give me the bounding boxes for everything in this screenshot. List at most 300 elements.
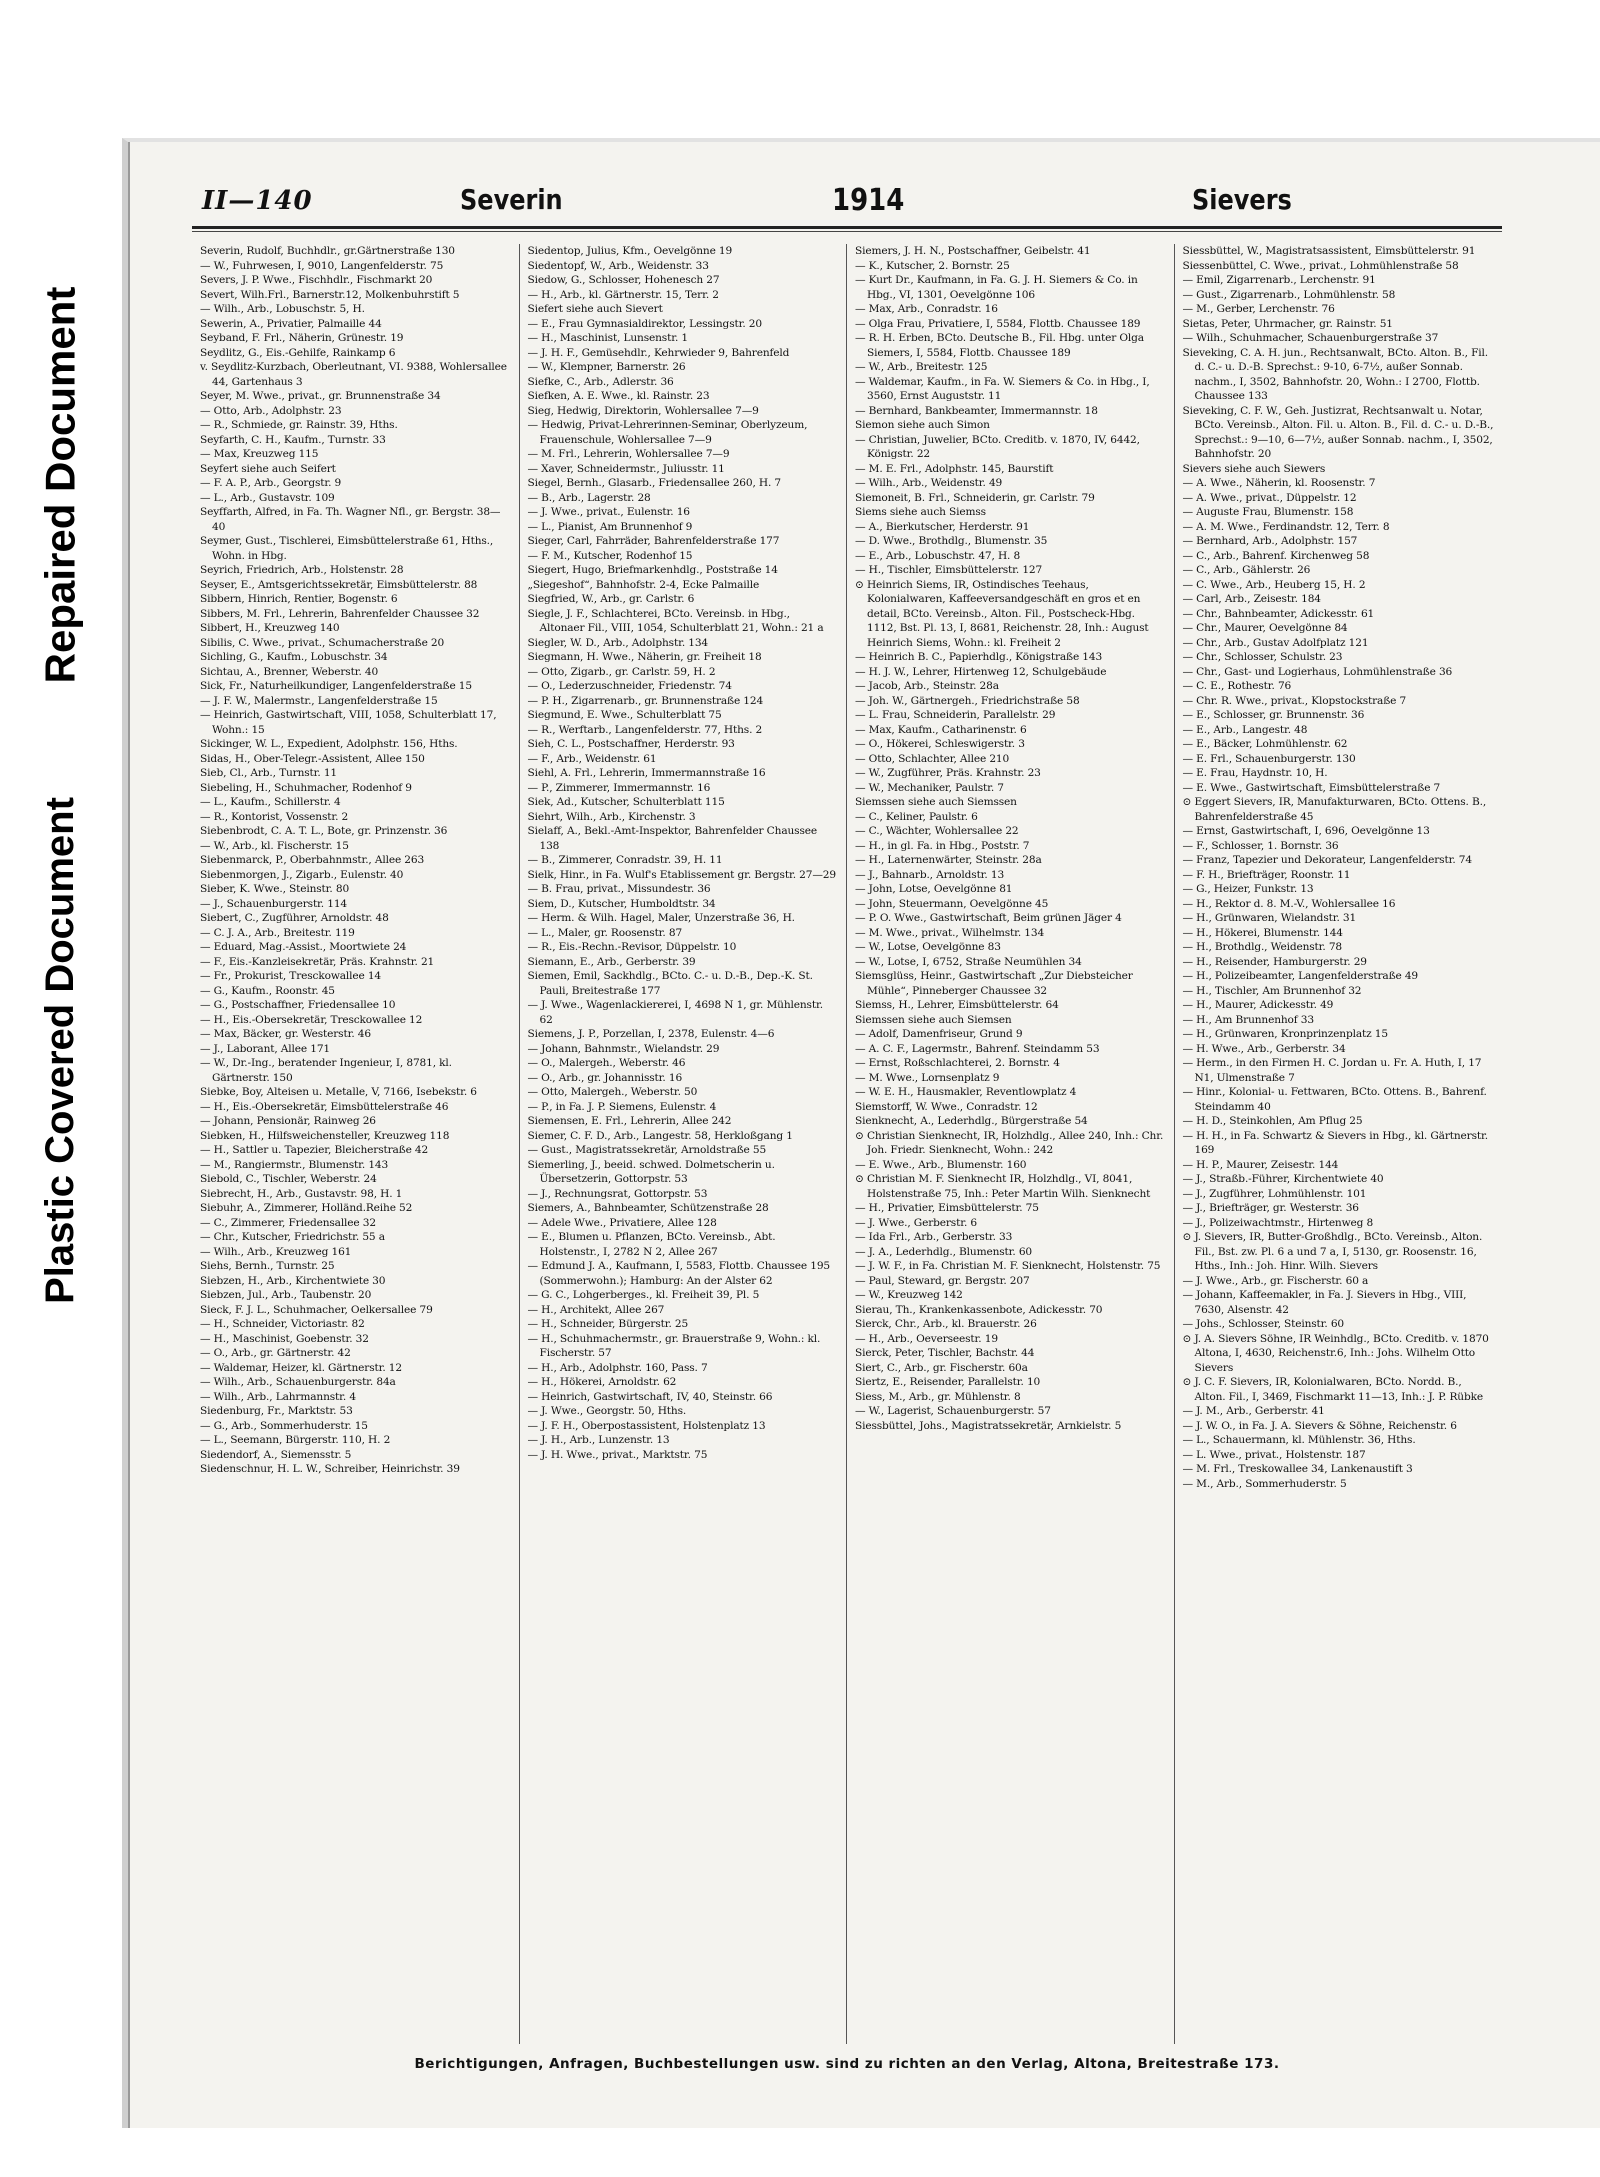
directory-entry: Siedentop, Julius, Kfm., Oevelgönne 19 (527, 245, 733, 257)
directory-entry: — Wilh., Arb., Kreuzweg 161 (200, 1245, 352, 1258)
directory-entry: Siert, C., Arb., gr. Fischerstr. 60a (855, 1361, 1028, 1374)
directory-entry: — H., Laternenwärter, Steinstr. 28a (855, 854, 1042, 866)
directory-entry: — H., Architekt, Allee 267 (527, 1303, 665, 1316)
directory-entry: — H., in gl. Fa. in Hbg., Poststr. 7 (855, 839, 1030, 852)
directory-entry: — E. Frl., Schauenburgerstr. 130 (1182, 752, 1356, 765)
directory-entry: — H., Schneider, Bürgerstr. 25 (527, 1318, 689, 1330)
directory-entry: Severin, Rudolf, Buchhdlr., gr.Gärtnerstraße 130 (200, 245, 455, 257)
directory-entry: — F. A. P., Arb., Georgstr. 9 (200, 477, 342, 489)
directory-entry: — Heinrich B. C., Papierhdlg., Königstraße 143 (855, 651, 1103, 663)
directory-entry: Sieveking, C. F. W., Geh. Justizrat, Rechtsanwalt u. Notar, BCto. Vereinsb., Alton. Fil. u. Alton. B., Fil. d. C.- u. D.-B., Sprechst.: 9—10, 6—7½, außer Sonnab. nachm., I, 3502, Bahnhofstr. 20 (1182, 404, 1494, 460)
directory-entry: Sibbers, M. Frl., Lehrerin, Bahrenfelder Chaussee 32 (200, 607, 480, 620)
directory-entry: — O., Arb., gr. Gärtnerstr. 42 (200, 1347, 351, 1359)
directory-entry: Severt, Wilh.Frl., Barnerstr.12, Molkenbuhrstift 5 (200, 288, 460, 301)
directory-entry: Sierck, Peter, Tischler, Bachstr. 44 (855, 1347, 1035, 1359)
directory-entry: — Kurt Dr., Kaufmann, in Fa. G. J. H. Siemers & Co. in Hbg., VI, 1301, Oevelgönne 106 (855, 274, 1138, 301)
directory-entry: — J., Bahnarb., Arnoldstr. 13 (855, 868, 1005, 881)
directory-entry: — H. H., in Fa. Schwartz & Sievers in Hbg., kl. Gärtnerstr. 169 (1182, 1129, 1488, 1156)
directory-entry: — W., Dr.-Ing., beratender Ingenieur, I, 8781, kl. Gärtnerstr. 150 (200, 1057, 452, 1084)
directory-entry: — C. Wwe., Arb., Heuberg 15, H. 2 (1182, 578, 1366, 591)
directory-entry: — J. H. F., Gemüsehdlr., Kehrwieder 9, Bahrenfeld (527, 346, 790, 359)
directory-entry: — J. W. F., in Fa. Christian M. F. Sienknecht, Holstenstr. 75 (855, 1260, 1161, 1272)
directory-entry: — O., Arb., gr. Johannisstr. 16 (527, 1071, 683, 1084)
directory-entry: — Chr. R. Wwe., privat., Klopstockstraße 7 (1182, 694, 1407, 707)
directory-entry: Siehs, Bernh., Turnstr. 25 (200, 1260, 335, 1272)
directory-entry: — J. M., Arb., Gerberstr. 41 (1182, 1405, 1325, 1417)
directory-entry: — E. Frau, Haydnstr. 10, H. (1182, 767, 1328, 779)
directory-entry: — Johann, Kaffeemakler, in Fa. J. Sievers in Hbg., VIII, 7630, Alsenstr. 42 (1182, 1289, 1467, 1316)
directory-entry: — A. M. Wwe., Ferdinandstr. 12, Terr. 8 (1182, 520, 1390, 533)
directory-entry: — M., Rangiermstr., Blumenstr. 143 (200, 1158, 389, 1171)
directory-entry: Siertz, E., Reisender, Parallelstr. 10 (855, 1376, 1041, 1388)
directory-entry: Seydlitz, G., Eis.-Gehilfe, Rainkamp 6 (200, 346, 396, 359)
directory-entry: — H., Eis.-Obersekretär, Tresckowallee 12 (200, 1013, 423, 1026)
directory-entry: Siebke, Boy, Alteisen u. Metalle, V, 7166, Isebekstr. 6 (200, 1086, 477, 1098)
directory-entry: — Gust., Zigarrenarb., Lohmühlenstr. 58 (1182, 288, 1396, 301)
directory-entry: Seyffarth, Alfred, in Fa. Th. Wagner Nfl., gr. Bergstr. 38—40 (200, 506, 501, 533)
directory-entry: — C. E., Rothestr. 76 (1182, 680, 1292, 692)
directory-entry: — W., Lotse, I, 6752, Straße Neumühlen 34 (855, 955, 1082, 968)
directory-entry: Siebenbrodt, C. A. T. L., Bote, gr. Prinzenstr. 36 (200, 825, 448, 837)
directory-entry: — E., Blumen u. Pflanzen, BCto. Vereinsb., Abt. Holstenstr., I, 2782 N 2, Allee 267 (527, 1231, 776, 1258)
directory-entry: — F. H., Briefträger, Roonstr. 11 (1182, 868, 1351, 881)
directory-entry: — Johs., Schlosser, Steinstr. 60 (1182, 1318, 1345, 1330)
directory-entry: — Johann, Bahnmstr., Wielandstr. 29 (527, 1042, 720, 1055)
directory-entry: — W., Lagerist, Schauenburgerstr. 57 (855, 1405, 1051, 1417)
directory-entry: — Wilh., Schuhmacher, Schauenburgerstraße 37 (1182, 332, 1439, 344)
directory-entry: Siegel, Bernh., Glasarb., Friedensallee 260, H. 7 (527, 477, 782, 489)
directory-entry: Siebuhr, A., Zimmerer, Holländ.Reihe 52 (200, 1202, 413, 1214)
directory-entry: — H., Maschinist, Lunsenstr. 1 (527, 332, 688, 344)
directory-entry: — J. H., Arb., Lunzenstr. 13 (527, 1434, 670, 1446)
scanned-page (122, 138, 1600, 2128)
directory-entry: — Hinr., Kolonial- u. Fettwaren, BCto. Ottens. B., Bahrenf. Steindamm 40 (1182, 1086, 1487, 1113)
directory-entry: — F., Schlosser, 1. Bornstr. 36 (1182, 839, 1339, 852)
directory-entry: — L. Wwe., privat., Holstenstr. 187 (1182, 1448, 1366, 1461)
directory-entry: Sieber, K. Wwe., Steinstr. 80 (200, 883, 350, 895)
directory-entry: — H., Grünwaren, Wielandstr. 31 (1182, 912, 1357, 924)
directory-entry: — F., Arb., Weidenstr. 61 (527, 752, 657, 765)
directory-entry: — Fr., Prokurist, Tresckowallee 14 (200, 970, 382, 982)
directory-entry: Sienknecht, A., Lederhdlg., Bürgerstraße 54 (855, 1115, 1088, 1127)
plastic-covered-document-label (0, 770, 120, 1330)
directory-entry: Siemen, Emil, Sackhdlg., BCto. C.- u. D.-B., Dep.-K. St. Pauli, Breitestraße 177 (527, 970, 813, 997)
directory-entry: — R. H. Erben, BCto. Deutsche B., Fil. Hbg. unter Olga Siemers, I, 5584, Flottb. Chaussee 189 (855, 332, 1144, 359)
directory-entry: — Carl, Arb., Zeisestr. 184 (1182, 593, 1321, 605)
publisher-footer: Berichtigungen, Anfragen, Buchbestellungen usw. sind zu richten an den Verlag, Altona, Breitestraße 173. (414, 2056, 1280, 2072)
directory-entry: — M. Wwe., Lornsenplatz 9 (855, 1071, 1000, 1084)
directory-entry: Siemers, A., Bahnbeamter, Schützenstraße 28 (527, 1202, 769, 1214)
directory-entry: Siess, M., Arb., gr. Mühlenstr. 8 (855, 1390, 1021, 1403)
directory-entry: — E., Bäcker, Lohmühlenstr. 62 (1182, 738, 1348, 750)
directory-entry: — Max, Arb., Conradstr. 16 (855, 303, 998, 315)
directory-entry: Siehrt, Wilh., Arb., Kirchenstr. 3 (527, 810, 696, 823)
directory-entry: Sichling, G., Kaufm., Lobuschstr. 34 (200, 651, 388, 663)
directory-entry: — W., Mechaniker, Paulstr. 7 (855, 781, 1004, 794)
directory-entry: — G., Heizer, Funkstr. 13 (1182, 883, 1314, 895)
directory-entry: v. Seydlitz-Kurzbach, Oberleutnant, VI. 9388, Wohlersallee 44, Gartenhaus 3 (200, 361, 507, 388)
directory-entry: — Joh. W., Gärtnergeh., Friedrichstraße 58 (855, 694, 1080, 707)
directory-entry: ⊙ Heinrich Siems, IR, Ostindisches Teehaus, Kolonialwaren, Kaffeeversandgeschäft en gros et en detail, BCto. Vereinsb., Alton. Fil., Postscheck-Hbg. 1112, Bst. Pl. 13, I, 8681, Reichenstr. 28, Inh.: August Heinrich Siems, Wohn.: kl. Freiheit 2 (855, 578, 1149, 649)
plastic-covered-document-text: Plastic Covered Document (37, 796, 82, 1304)
directory-entry: — Jacob, Arb., Steinstr. 28a (855, 680, 999, 692)
year: 1914 (832, 183, 905, 219)
directory-entry: Sierck, Chr., Arb., kl. Brauerstr. 26 (855, 1318, 1037, 1330)
directory-entry: — R., Kontorist, Vossenstr. 2 (200, 810, 349, 823)
directory-entry: — J., Schauenburgerstr. 114 (200, 897, 348, 910)
directory-entry: Siek, Ad., Kutscher, Schulterblatt 115 (527, 796, 725, 808)
directory-entry: Siedendorf, A., Siemensstr. 5 (200, 1448, 352, 1461)
directory-entry: — Bernhard, Arb., Adolphstr. 157 (1182, 535, 1358, 547)
directory-entry: Sietas, Peter, Uhrmacher, gr. Rainstr. 51 (1182, 317, 1393, 330)
directory-entry: — H., Arb., Oeverseestr. 19 (855, 1332, 998, 1345)
directory-entry: — Johann, Pensionär, Rainweg 26 (200, 1115, 376, 1127)
directory-entry: — H., Tischler, Am Brunnenhof 32 (1182, 984, 1362, 997)
directory-entry: Sievers siehe auch Siewers (1182, 462, 1326, 475)
directory-entry: Siemens, J. P., Porzellan, I, 2378, Eulenstr. 4—6 (527, 1028, 775, 1040)
directory-entry: — Olga Frau, Privatiere, I, 5584, Flottb. Chaussee 189 (855, 317, 1141, 330)
directory-entry: — C., Wächter, Wohlersallee 22 (855, 825, 1019, 837)
directory-entry: Siegmund, E. Wwe., Schulterblatt 75 (527, 709, 722, 721)
directory-entry: — W., Fuhrwesen, I, 9010, Langenfelderstr. 75 (200, 259, 444, 272)
directory-entry: Siefken, A. E. Wwe., kl. Rainstr. 23 (527, 390, 710, 402)
directory-entry: Seyfert siehe auch Seifert (200, 462, 336, 475)
directory-entry: Sick, Fr., Naturheilkundiger, Langenfelderstraße 15 (200, 680, 472, 692)
directory-entry: — C., Arb., Gählerstr. 26 (1182, 564, 1311, 576)
directory-entry: — J. H. Wwe., privat., Marktstr. 75 (527, 1448, 708, 1461)
directory-entry: — R., Werftarb., Langenfelderstr. 77, Hths. 2 (527, 723, 763, 736)
directory-entry: — H., Sattler u. Tapezier, Bleicherstraße 42 (200, 1144, 429, 1156)
directory-entry: Seyer, M. Wwe., privat., gr. Brunnenstraße 34 (200, 390, 441, 402)
directory-entry: — H. P., Maurer, Zeisestr. 144 (1182, 1158, 1339, 1171)
directory-entry: Sielaff, A., Bekl.-Amt-Inspektor, Bahrenfelder Chaussee 138 (527, 825, 817, 852)
directory-entry: — Herm., in den Firmen H. C. Jordan u. Fr. A. Huth, I, 17 N1, Ulmenstraße 7 (1182, 1057, 1482, 1084)
directory-entry: — Chr., Arb., Gustav Adolfplatz 121 (1182, 636, 1369, 649)
column-1 (192, 244, 520, 2044)
directory-entry: Siefke, C., Arb., Adlerstr. 36 (527, 375, 674, 388)
directory-entry: Siemer, C. F. D., Arb., Langestr. 58, Herkloßgang 1 (527, 1129, 793, 1142)
directory-entry: — J. F. H., Oberpostassistent, Holstenplatz 13 (527, 1419, 766, 1432)
directory-entry: — J., Rechnungsrat, Gottorpstr. 53 (527, 1187, 708, 1200)
repaired-document-text: Repaired Document (36, 286, 83, 684)
directory-entry: — Emil, Zigarrenarb., Lerchenstr. 91 (1182, 274, 1376, 286)
directory-entry: — Chr., Bahnbeamter, Adickesstr. 61 (1182, 607, 1375, 620)
directory-entry: Siemssen siehe auch Siemssen (855, 796, 1017, 808)
directory-entry: — Max, Kreuzweg 115 (200, 448, 319, 460)
directory-entry: — Adele Wwe., Privatiere, Allee 128 (527, 1216, 717, 1229)
directory-entry: Siessbüttel, W., Magistratsassistent, Eimsbüttelerstr. 91 (1182, 245, 1476, 257)
directory-entry: — H., Maurer, Adickesstr. 49 (1182, 999, 1334, 1011)
directory-entry: Sieg, Hedwig, Direktorin, Wohlersallee 7—9 (527, 404, 759, 417)
directory-entry: — E. Wwe., Arb., Blumenstr. 160 (855, 1158, 1027, 1171)
directory-entry: Sieveking, C. A. H. jun., Rechtsanwalt, BCto. Alton. B., Fil. d. C.- u. D.-B. Sprechst.: 9-10, 6-7½, außer Sonnab. nachm., I, 3502, Bahnhofstr. 20, Wohn.: I 2700, Flottb. Chaussee 133 (1182, 346, 1489, 402)
directory-entry: Siehl, A. Frl., Lehrerin, Immermannstraße 16 (527, 767, 766, 779)
repaired-document-label (0, 205, 120, 765)
directory-entry: „Siegeshof“, Bahnhofstr. 2-4, Ecke Palmaille (527, 578, 760, 591)
directory-entry: — Edmund J. A., Kaufmann, I, 5583, Flottb. Chaussee 195 (Sommerwohn.); Hamburg: An der Alster 62 (527, 1260, 831, 1287)
directory-entry: — J., Zugführer, Lohmühlenstr. 101 (1182, 1187, 1367, 1200)
directory-entry: — W., Arb., Breitestr. 125 (855, 361, 988, 373)
directory-entry: — C., Arb., Bahrenf. Kirchenweg 58 (1182, 549, 1370, 562)
directory-entry: — Otto, Arb., Adolphstr. 23 (200, 404, 342, 417)
directory-entry: — B. Frau, privat., Missundestr. 36 (527, 883, 711, 895)
column-2 (520, 244, 848, 2044)
directory-entry: Siessenbüttel, C. Wwe., privat., Lohmühlenstraße 58 (1182, 259, 1459, 272)
directory-entry: — J. Wwe., Gerberstr. 6 (855, 1216, 977, 1229)
directory-entry: Siemon siehe auch Simon (855, 419, 990, 431)
directory-entry: — H., Eis.-Obersekretär, Eimsbüttelerstraße 46 (200, 1100, 449, 1113)
directory-entry: — Ernst, Roßschlachterei, 2. Bornstr. 4 (855, 1057, 1060, 1069)
directory-entry: — A. C. F., Lagermstr., Bahrenf. Steindamm 53 (855, 1042, 1100, 1055)
directory-entry: — B., Arb., Lagerstr. 28 (527, 491, 651, 504)
directory-entry: — P., in Fa. J. P. Siemens, Eulenstr. 4 (527, 1100, 717, 1113)
directory-entry: — Waldemar, Kaufm., in Fa. W. Siemers & Co. in Hbg., I, 3560, Ernst Auguststr. 11 (855, 375, 1150, 402)
directory-entry: — Franz, Tapezier und Dekorateur, Langenfelderstr. 74 (1182, 854, 1472, 866)
directory-entry: Siemers, J. H. N., Postschaffner, Geibelstr. 41 (855, 245, 1091, 257)
directory-entry: Sieck, F. J. L., Schuhmacher, Oelkersallee 79 (200, 1303, 433, 1316)
directory-entry: — L., Maler, gr. Roosenstr. 87 (527, 926, 683, 939)
directory-entry: — E., Arb., Langestr. 48 (1182, 723, 1308, 736)
directory-entry: — F. M., Kutscher, Rodenhof 15 (527, 549, 693, 562)
directory-entry: — J. Wwe., Georgstr. 50, Hths. (527, 1405, 687, 1417)
directory-entry: Sieb, Cl., Arb., Turnstr. 11 (200, 767, 338, 779)
directory-entry: Seymer, Gust., Tischlerei, Eimsbüttelerstraße 61, Hths., Wohn. in Hbg. (200, 535, 494, 562)
directory-entry: — H., Reisender, Hamburgerstr. 29 (1182, 955, 1367, 968)
directory-entry: — H. Wwe., Arb., Gerberstr. 34 (1182, 1042, 1346, 1055)
directory-entry: — Chr., Gast- und Logierhaus, Lohmühlenstraße 36 (1182, 665, 1453, 678)
directory-entry: Siegmann, H. Wwe., Näherin, gr. Freiheit 18 (527, 651, 762, 663)
directory-entry: — Heinrich, Gastwirtschaft, VIII, 1058, Schulterblatt 17, Wohn.: 15 (200, 709, 497, 736)
directory-entry: — E. Wwe., Gastwirtschaft, Eimsbüttelerstraße 7 (1182, 781, 1441, 794)
directory-entry: — Waldemar, Heizer, kl. Gärtnerstr. 12 (200, 1361, 402, 1374)
directory-entry: — W., Arb., kl. Fischerstr. 15 (200, 839, 349, 852)
directory-entry: — M. Frl., Treskowallee 34, Lankenaustift 3 (1182, 1463, 1413, 1475)
directory-entry: — H., Grünwaren, Kronprinzenplatz 15 (1182, 1028, 1388, 1040)
directory-entry: — H., Hökerei, Blumenstr. 144 (1182, 926, 1343, 939)
running-head (192, 182, 1502, 224)
directory-entry: — E., Schlosser, gr. Brunnenstr. 36 (1182, 709, 1365, 721)
directory-entry: — J., Straßb.-Führer, Kirchentwiete 40 (1182, 1173, 1384, 1185)
directory-entry: ⊙ Christian M. F. Sienknecht IR, Holzhdlg., VI, 8041, Holstenstraße 75, Inh.: Peter Martin Wilh. Sienknecht (855, 1173, 1151, 1200)
directory-entry: ⊙ J. A. Sievers Söhne, IR Weinhdlg., BCto. Creditb. v. 1870 Altona, I, 4630, Reichenstr.6, Inh.: Johs. Wilhelm Otto Sievers (1182, 1332, 1489, 1374)
directory-entry: — H., Tischler, Eimsbüttelerstr. 127 (855, 564, 1043, 576)
directory-entry: Siebenmorgen, J., Zigarb., Eulenstr. 40 (200, 868, 404, 881)
directory-entry: — O., Lederzuschneider, Friedenstr. 74 (527, 680, 732, 692)
directory-entry: — J., Polizeiwachtmstr., Hirtenweg 8 (1182, 1216, 1374, 1229)
directory-entry: — O., Malergeh., Weberstr. 46 (527, 1057, 686, 1069)
directory-entry: Seyband, F. Frl., Näherin, Grünestr. 19 (200, 332, 404, 344)
column-3 (847, 244, 1175, 2044)
directory-entry: Seyser, E., Amtsgerichtssekretär, Eimsbüttelerstr. 88 (200, 578, 478, 591)
directory-entry: — J. Wwe., privat., Eulenstr. 16 (527, 506, 690, 518)
directory-entry: — H., Maschinist, Goebenstr. 32 (200, 1332, 369, 1345)
directory-entry: Sierau, Th., Krankenkassenbote, Adickesstr. 70 (855, 1303, 1103, 1316)
directory-entry: Sichtau, A., Brenner, Weberstr. 40 (200, 665, 379, 678)
directory-entry: Siemsglüss, Heinr., Gastwirtschaft „Zur Diebsteicher Mühle“, Pinneberger Chaussee 32 (855, 970, 1133, 997)
directory-entry: — M., Gerber, Lerchenstr. 76 (1182, 303, 1335, 315)
directory-entry: Siegle, J. F., Schlachterei, BCto. Vereinsb. in Hbg., Altonaer Fil., VIII, 1054, Schulterblatt 21, Wohn.: 21 a (527, 607, 824, 634)
directory-entry: Siebzen, H., Arb., Kirchentwiete 30 (200, 1274, 386, 1287)
directory-entry: Siebeling, H., Schuhmacher, Rodenhof 9 (200, 781, 412, 794)
directory-entry: Sibbern, Hinrich, Rentier, Bogenstr. 6 (200, 593, 398, 605)
directory-entry: — R., Schmiede, gr. Rainstr. 39, Hths. (200, 419, 398, 431)
directory-entry: Siemssen siehe auch Siemsen (855, 1013, 1012, 1026)
directory-entry: — John, Lotse, Oevelgönne 81 (855, 883, 1013, 895)
directory-entry: — Otto, Zigarb., gr. Carlstr. 59, H. 2 (527, 665, 716, 678)
directory-entry: Sieger, Carl, Fahrräder, Bahrenfelderstraße 177 (527, 535, 780, 547)
directory-entry: — P. O. Wwe., Gastwirtschaft, Beim grünen Jäger 4 (855, 912, 1122, 924)
directory-entry: Seyrich, Friedrich, Arb., Holstenstr. 28 (200, 564, 404, 576)
directory-entry: — Wilh., Arb., Schauenburgerstr. 84a (200, 1376, 396, 1388)
directory-entry: — A. Wwe., Näherin, kl. Roosenstr. 7 (1182, 477, 1376, 489)
directory-entry: Siedentopf, W., Arb., Weidenstr. 33 (527, 259, 709, 272)
directory-entry: — M., Arb., Sommerhuderstr. 5 (1182, 1477, 1347, 1490)
directory-entry: — Bernhard, Bankbeamter, Immermannstr. 18 (855, 404, 1098, 417)
directory-entry: Siebert, C., Zugführer, Arnoldstr. 48 (200, 912, 389, 924)
directory-entry: ⊙ J. Sievers, IR, Butter-Großhdlg., BCto. Vereinsb., Alton. Fil., Bst. zw. Pl. 6 a und 7 a, I, 5130, gr. Roosenstr. 16, Hths., Inh.: Joh. Hinr. Wilh. Sievers (1182, 1231, 1483, 1272)
directory-entry: — L. Frau, Schneiderin, Parallelstr. 29 (855, 709, 1056, 721)
directory-entry: Siebken, H., Hilfsweichensteller, Kreuzweg 118 (200, 1129, 450, 1142)
directory-entry: — Hedwig, Privat-Lehrerinnen-Seminar, Oberlyzeum, Frauenschule, Wohlersallee 7—9 (527, 419, 808, 446)
directory-entry: — O., Hökerei, Schleswigerstr. 3 (855, 738, 1025, 750)
directory-entry: Siebzen, Jul., Arb., Taubenstr. 20 (200, 1289, 372, 1301)
directory-entry: — D. Wwe., Brothdlg., Blumenstr. 35 (855, 535, 1048, 547)
directory-entry: — W. E. H., Hausmakler, Reventlowplatz 4 (855, 1086, 1077, 1098)
directory-entry: — R., Eis.-Rechn.-Revisor, Düppelstr. 10 (527, 941, 737, 953)
directory-entry: — G., Kaufm., Roonstr. 45 (200, 984, 335, 997)
directory-entry: Siegert, Hugo, Briefmarkenhdlg., Poststraße 14 (527, 564, 778, 576)
directory-entry: Siemensen, E. Frl., Lehrerin, Allee 242 (527, 1115, 732, 1127)
directory-entry: — H., Hökerei, Arnoldstr. 62 (527, 1376, 677, 1388)
directory-entry: ⊙ Eggert Sievers, IR, Manufakturwaren, BCto. Ottens. B., Bahrenfelderstraße 45 (1182, 796, 1487, 823)
page-content (192, 182, 1502, 2102)
directory-entry: — C. J. A., Arb., Breitestr. 119 (200, 926, 355, 939)
directory-entry: — P. H., Zigarrenarb., gr. Brunnenstraße 124 (527, 694, 764, 707)
directory-entry: Severs, J. P. Wwe., Fischhdlr., Fischmarkt 20 (200, 274, 433, 286)
directory-entry: Sewerin, A., Privatier, Palmaille 44 (200, 317, 382, 330)
directory-entry: — Wilh., Arb., Weidenstr. 49 (855, 477, 1003, 489)
directory-entry: — Otto, Malergeh., Weberstr. 50 (527, 1086, 698, 1098)
directory-entry: — Max, Bäcker, gr. Westerstr. 46 (200, 1028, 371, 1040)
header-rule (192, 226, 1502, 229)
directory-entry: — A. Wwe., privat., Düppelstr. 12 (1182, 491, 1357, 504)
directory-entry: — M. E. Frl., Adolphstr. 145, Baurstift (855, 462, 1054, 475)
last-entry-word: Sievers (1192, 183, 1292, 217)
directory-entry: — L., Schauermann, kl. Mühlenstr. 36, Hths. (1182, 1434, 1416, 1446)
directory-entry: — Wilh., Arb., Lobuschstr. 5, H. (200, 303, 365, 315)
directory-entry: Sibbert, H., Kreuzweg 140 (200, 622, 340, 634)
directory-entry: Sielk, Hinr., in Fa. Wulf's Etablissement gr. Bergstr. 27—29 (527, 868, 836, 881)
directory-entry: — J. Wwe., Wagenlackiererei, I, 4698 N 1, gr. Mühlenstr. 62 (527, 999, 823, 1026)
directory-entry: — Max, Kaufm., Catharinenstr. 6 (855, 723, 1027, 736)
directory-entry: Sieh, C. L., Postschaffner, Herderstr. 93 (527, 738, 735, 750)
header-rule-thin (192, 231, 1502, 232)
directory-entry: Siedenschnur, H. L. W., Schreiber, Heinrichstr. 39 (200, 1463, 460, 1475)
first-entry-word: Severin (460, 183, 563, 217)
directory-entry: — H., Polizeibeamter, Langenfelderstraße 49 (1182, 970, 1419, 982)
directory-entry: — John, Steuermann, Oevelgönne 45 (855, 897, 1049, 910)
directory-entry: — G., Arb., Sommerhuderstr. 15 (200, 1419, 368, 1432)
directory-entry: — Chr., Maurer, Oevelgönne 84 (1182, 622, 1348, 634)
directory-entry: Siebrecht, H., Arb., Gustavstr. 98, H. 1 (200, 1187, 403, 1200)
directory-entry: — M. Frl., Lehrerin, Wohlersallee 7—9 (527, 448, 730, 460)
directory-entry: Sidas, H., Ober-Telegr.-Assistent, Allee 150 (200, 752, 425, 765)
directory-entry: Siegler, W. D., Arb., Adolphstr. 134 (527, 636, 709, 649)
directory-entry: — Chr., Kutscher, Friedrichstr. 55 a (200, 1231, 385, 1243)
directory-entry: — G., Postschaffner, Friedensallee 10 (200, 999, 396, 1011)
directory-entry: — Auguste Frau, Blumenstr. 158 (1182, 506, 1354, 518)
directory-entry: Siemann, E., Arb., Gerberstr. 39 (527, 955, 696, 968)
directory-entry: Sickinger, W. L., Expedient, Adolphstr. 156, Hths. (200, 738, 458, 750)
directory-entry: Siedow, G., Schlosser, Hohenesch 27 (527, 274, 720, 286)
directory-entry: — J. F. W., Malermstr., Langenfelderstraße 15 (200, 694, 438, 707)
directory-entry: — Gust., Magistratssekretär, Arnoldstraße 55 (527, 1144, 767, 1156)
directory-entry: — H., Arb., Adolphstr. 160, Pass. 7 (527, 1361, 708, 1374)
directory-entry: — L., Seemann, Bürgerstr. 110, H. 2 (200, 1434, 391, 1446)
directory-entry: — W., Zugführer, Präs. Krahnstr. 23 (855, 767, 1041, 779)
directory-entry: — J., Laborant, Allee 171 (200, 1042, 330, 1055)
directory-entry: Siems siehe auch Siemss (855, 506, 986, 518)
directory-entry: — F., Eis.-Kanzleisekretär, Präs. Krahnstr. 21 (200, 955, 435, 968)
directory-entry: — Otto, Schlachter, Allee 210 (855, 752, 1010, 765)
directory-entry: — P., Zimmerer, Immermannstr. 16 (527, 781, 711, 794)
directory-entry: — W., Kreuzweg 142 (855, 1289, 963, 1301)
directory-entry: — Adolf, Damenfriseur, Grund 9 (855, 1028, 1023, 1040)
directory-entry: — C., Zimmerer, Friedensallee 32 (200, 1216, 376, 1229)
directory-entry: — E., Frau Gymnasialdirektor, Lessingstr. 20 (527, 317, 762, 330)
directory-entry: — Chr., Schlosser, Schulstr. 23 (1182, 651, 1343, 663)
directory-columns (192, 244, 1502, 2044)
directory-entry: — Wilh., Arb., Lahrmannstr. 4 (200, 1390, 356, 1403)
directory-entry: — Xaver, Schneidermstr., Juliusstr. 11 (527, 462, 725, 475)
directory-entry: — G. C., Lohgerberges., kl. Freiheit 39, Pl. 5 (527, 1289, 760, 1301)
directory-entry: ⊙ J. C. F. Sievers, IR, Kolonialwaren, BCto. Nordd. B., Alton. Fil., I, 3469, Fischmarkt 11—13, Inh.: J. P. Rübke (1182, 1376, 1483, 1403)
directory-entry: — L., Arb., Gustavstr. 109 (200, 491, 335, 504)
directory-entry: — H., Brothdlg., Weidenstr. 78 (1182, 941, 1343, 953)
directory-entry: — E., Arb., Lobuschstr. 47, H. 8 (855, 549, 1021, 562)
directory-entry: — H., Schuhmachermstr., gr. Brauerstraße 9, Wohn.: kl. Fischerstr. 57 (527, 1332, 821, 1359)
directory-entry: Siemerling, J., beeid. schwed. Dolmetscherin u. Übersetzerin, Gottorpstr. 53 (527, 1158, 775, 1185)
directory-entry: Siegfried, W., Arb., gr. Carlstr. 6 (527, 593, 695, 605)
page-number: II—140 (202, 186, 313, 216)
directory-entry: — H., Am Brunnenhof 33 (1182, 1013, 1314, 1026)
directory-entry: Siedenburg, Fr., Marktstr. 53 (200, 1405, 353, 1417)
directory-entry: — H. J. W., Lehrer, Hirtenweg 12, Schulgebäude (855, 665, 1107, 678)
directory-entry: — Herm. & Wilh. Hagel, Maler, Unzerstraße 36, H. (527, 912, 795, 924)
directory-entry: — H., Rektor d. 8. M.-V., Wohlersallee 16 (1182, 897, 1396, 910)
directory-entry: — Heinrich, Gastwirtschaft, IV, 40, Steinstr. 66 (527, 1390, 773, 1403)
directory-entry: — H., Arb., kl. Gärtnerstr. 15, Terr. 2 (527, 288, 719, 301)
directory-entry: Siemstorff, W. Wwe., Conradstr. 12 (855, 1100, 1038, 1113)
directory-entry: Sibilis, C. Wwe., privat., Schumacherstraße 20 (200, 636, 445, 649)
directory-entry: Siemoneit, B. Frl., Schneiderin, gr. Carlstr. 79 (855, 491, 1095, 504)
directory-entry: — H., Privatier, Eimsbüttelerstr. 75 (855, 1202, 1039, 1214)
directory-entry: — K., Kutscher, 2. Bornstr. 25 (855, 259, 1010, 272)
directory-entry: — J., Briefträger, gr. Westerstr. 36 (1182, 1202, 1359, 1214)
directory-entry: — M. Wwe., privat., Wilhelmstr. 134 (855, 926, 1045, 939)
directory-entry: — J. W. O., in Fa. J. A. Sievers & Söhne, Reichenstr. 6 (1182, 1419, 1457, 1432)
directory-entry: — H., Schneider, Victoriastr. 82 (200, 1318, 365, 1330)
directory-entry: — A., Bierkutscher, Herderstr. 91 (855, 520, 1030, 533)
directory-entry: — C., Keliner, Paulstr. 6 (855, 810, 978, 823)
directory-entry: — W., Klempner, Barnerstr. 26 (527, 361, 686, 373)
directory-entry: Siessbüttel, Johs., Magistratssekretär, Arnkielstr. 5 (855, 1419, 1122, 1432)
directory-entry: Siefert siehe auch Sievert (527, 303, 663, 315)
directory-entry: — L., Pianist, Am Brunnenhof 9 (527, 520, 693, 533)
directory-entry: — B., Zimmerer, Conradstr. 39, H. 11 (527, 854, 723, 866)
directory-entry: Siem, D., Kutscher, Humboldtstr. 34 (527, 897, 716, 910)
directory-entry: — Ida Frl., Arb., Gerberstr. 33 (855, 1231, 1013, 1243)
